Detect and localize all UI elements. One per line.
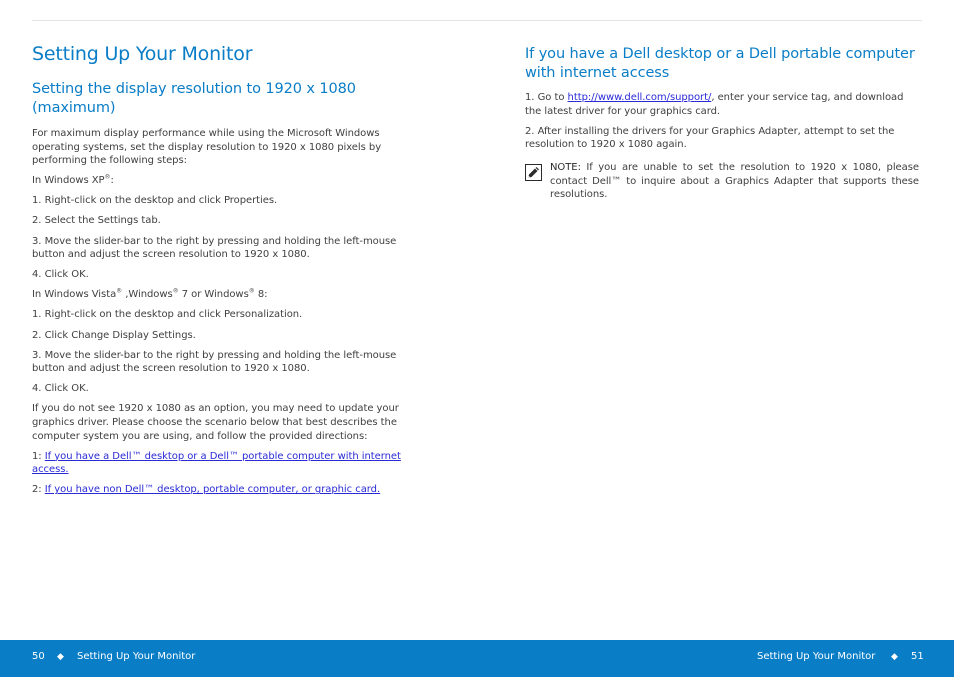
link-dell-internet[interactable]: If you have a Dell™ desktop or a Dell™ portable computer with internet access. — [32, 450, 401, 476]
footer-diamond-icon: ◆ — [57, 652, 64, 662]
xp-step: 2. Select the Settings tab. — [32, 215, 161, 227]
section-heading-dell-internet: If you have a Dell desktop or a Dell portable computer with internet access — [525, 46, 915, 81]
option-dell-internet: 1: If you have a Dell™ desktop or a Dell™ portable computer with internet access. — [32, 450, 401, 476]
dell-support-link[interactable]: http://www.dell.com/support/ — [567, 92, 712, 103]
option-non-dell: 2: If you have non Dell™ desktop, portable computer, or graphic card. — [32, 484, 381, 496]
intro-paragraph: For maximum display performance while using the Microsoft Windows operating systems, set the display resolution to 1920 x 1080 pixels by performing the following steps: — [32, 128, 382, 167]
xp-step: 3. Move the slider-bar to the right by pressing and holding the left-mouse button and adjust the screen resolution to 1920 x 1080. — [32, 235, 397, 261]
footer-title-left: Setting Up Your Monitor — [77, 651, 196, 662]
footer-page-number-left: 50 — [32, 651, 45, 662]
windows-vista-label: In Windows Vista® ,Windows® 7 or Windows® 8: — [32, 288, 268, 301]
vista-step: 2. Click Change Display Settings. — [32, 329, 196, 341]
note-text: NOTE: If you are unable to set the resolution to 1920 x 1080, please contact Dell™ to inquire about a Graphics Adapter that supports these resolutions. — [550, 162, 919, 201]
footer-page-number-right: 51 — [911, 651, 924, 662]
link-non-dell[interactable]: If you have non Dell™ desktop, portable computer, or graphic card. — [44, 484, 381, 496]
section-heading-resolution: Setting the display resolution to 1920 x 1080 (maximum) — [32, 81, 356, 116]
vista-step: 3. Move the slider-bar to the right by pressing and holding the left-mouse button and adjust the screen resolution to 1920 x 1080. — [32, 349, 397, 375]
pencil-note-icon — [525, 164, 542, 181]
note-label: NOTE: — [550, 162, 581, 173]
xp-step: 1. Right-click on the desktop and click Properties. — [32, 195, 278, 207]
update-driver-paragraph: If you do not see 1920 x 1080 as an option, you may need to update your graphics driver. Please choose the scenario below that best describes the computer system you are using, and follow the provided directions: — [32, 403, 399, 442]
footer-title-right: Setting Up Your Monitor — [757, 651, 876, 662]
footer-diamond-icon: ◆ — [891, 652, 898, 662]
vista-step: 4. Click OK. — [32, 383, 89, 395]
page-title: Setting Up Your Monitor — [32, 43, 253, 65]
dell-step-2: 2. After installing the drivers for your Graphics Adapter, attempt to set the resolution to 1920 x 1080 again. — [525, 125, 895, 151]
windows-xp-label: In Windows XP®: — [32, 173, 114, 187]
vista-step: 1. Right-click on the desktop and click Personalization. — [32, 309, 303, 321]
dell-step-1: 1. Go to http://www.dell.com/support/, enter your service tag, and download the latest driver for your graphics card. — [525, 92, 904, 117]
top-rule — [32, 20, 922, 21]
left-body — [32, 127, 414, 503]
footer-bar — [0, 640, 954, 677]
right-body — [525, 91, 919, 158]
xp-step: 4. Click OK. — [32, 269, 89, 281]
